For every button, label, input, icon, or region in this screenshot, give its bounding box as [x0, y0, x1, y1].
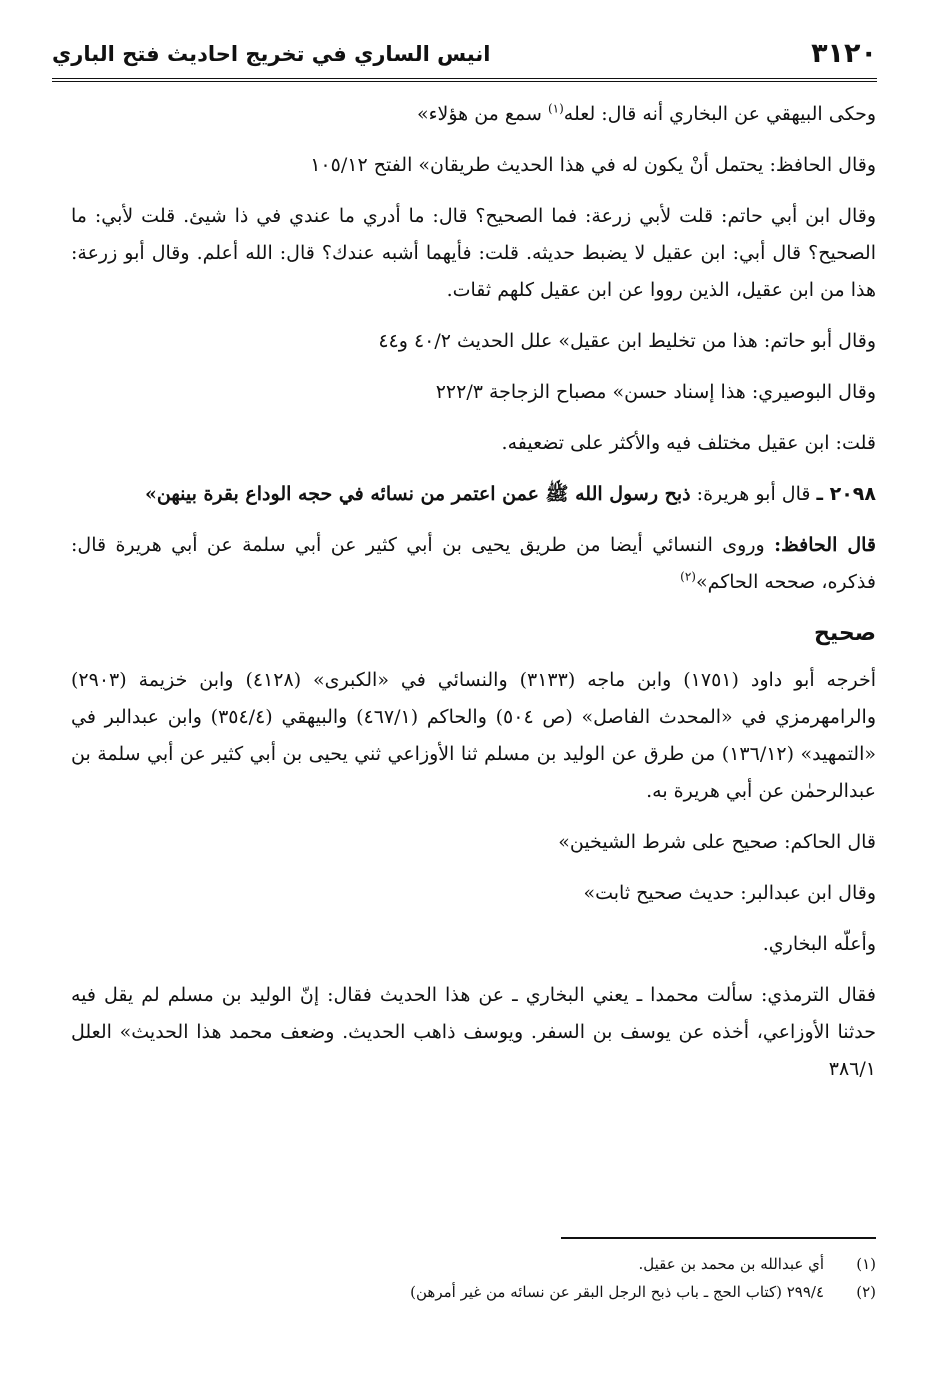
hadith-number: ٢٠٩٨ ـ — [816, 483, 876, 505]
hadith-text: ذبح رسول الله ﷺ عمن اعتمر من نسائه في حجه الوداع بقرة بينهن» — [145, 483, 691, 505]
footnote-text: أي عبدالله بن محمد بن عقيل. — [638, 1255, 824, 1273]
footnote-marker: (١) — [856, 1255, 876, 1273]
grade-heading: صحيح — [814, 621, 876, 646]
paragraph-text: سمع من هؤلاء» — [416, 103, 548, 125]
footnote-ref-2: (٢) — [680, 569, 696, 584]
paragraph-text: وحكى البيهقي عن البخاري أنه قال: لعله — [563, 103, 876, 125]
footnote-item — [71, 1250, 876, 1278]
paragraph-hakim: قال الحاكم: صحيح على شرط الشيخين» — [558, 831, 876, 853]
running-title: انيس الساري في تخريج احاديث فتح الباري — [52, 42, 491, 66]
paragraph-text: وروى النسائي أيضا من طريق يحيى بن أبي كثير عن أبي سلمة عن أبي هريرة قال: فذكره، صححه الحاكم» — [71, 534, 876, 593]
paragraph-busiri: وقال البوصيري: هذا إسناد حسن» مصباح الزجاجة ٢٢٢/٣ — [435, 381, 876, 403]
paragraph-ibn-abdilbarr: وقال ابن عبدالبر: حديث صحيح ثابت» — [583, 882, 876, 904]
footnote-ref-1: (١) — [547, 101, 564, 116]
paragraph-hafiz-nasai — [71, 527, 876, 601]
paragraph-hafiz-comment: وقال الحافظ: يحتمل أنْ يكون له في هذا الحديث طريقان» الفتح ١٠٥/١٢ — [310, 154, 876, 176]
hadith-intro: قال أبو هريرة: — [690, 483, 817, 505]
page-number: ٣١٢٠ — [811, 38, 877, 69]
paragraph-ibn-abi-hatim: وقال ابن أبي حاتم: قلت لأبي زرعة: فما الصحيح؟ قال: ما أدري ما عندي في ذا شيئ. قلت لأبي: ما الصحيح؟ قال أبي: ابن عقيل لا يضبط حديثه. قلت: فأيهما أشبه عندك؟ قال: الله أعلم. وقال أبو زرعة: هذا من ابن عقيل، الذين رووا عن ابن عقيل كلهم ثقات. — [71, 205, 876, 301]
footnotes — [71, 1250, 876, 1306]
main-text — [71, 96, 876, 1102]
footnote-text: ٢٩٩/٤ (كتاب الحج ـ باب ذبح الرجل البقر عن نسائه من غير أمرهن) — [410, 1283, 824, 1301]
footnote-divider — [561, 1237, 876, 1239]
hadith-entry — [71, 476, 876, 513]
paragraph-bayhaqi — [71, 96, 876, 133]
paragraph-abu-hatim: وقال أبو حاتم: هذا من تخليط ابن عقيل» علل الحديث ٤٠/٢ و٤٤ — [378, 330, 876, 352]
footnote-marker: (٢) — [856, 1283, 876, 1301]
paragraph-tirmidhi: فقال الترمذي: سألت محمدا ـ يعني البخاري ـ عن هذا الحديث فقال: إنّ الوليد بن مسلم لم يقل فيه حدثنا الأوزاعي، أخذه عن يوسف بن السفر. ويوسف ذاهب الحديث. وضعف محمد هذا الحديث» العلل ٣٨٦/١ — [71, 984, 876, 1080]
paragraph-bukhari-illa: وأعلّه البخاري. — [762, 933, 876, 955]
paragraph-takhrij: أخرجه أبو داود (١٧٥١) وابن ماجه (٣١٣٣) والنسائي في «الكبرى» (٤١٢٨) وابن خزيمة (٢٩٠٣) والرامهرمزي في «المحدث الفاصل» (ص ٥٠٤) والحاكم (٤٦٧/١) والبيهقي (٣٥٤/٤) وابن عبدالبر في «التمهيد» (١٣٦/١٢) من طرق عن الوليد بن مسلم ثنا الأوزاعي ثني يحيى بن أبي كثير عن أبي سلمة بن عبدالرحمٰن عن أبي هريرة به. — [71, 669, 876, 802]
paragraph-author-note: قلت: ابن عقيل مختلف فيه والأكثر على تضعيفه. — [501, 432, 876, 454]
hafiz-label: قال الحافظ: — [774, 534, 877, 556]
footnote-item — [71, 1278, 876, 1306]
page-header — [52, 28, 877, 82]
